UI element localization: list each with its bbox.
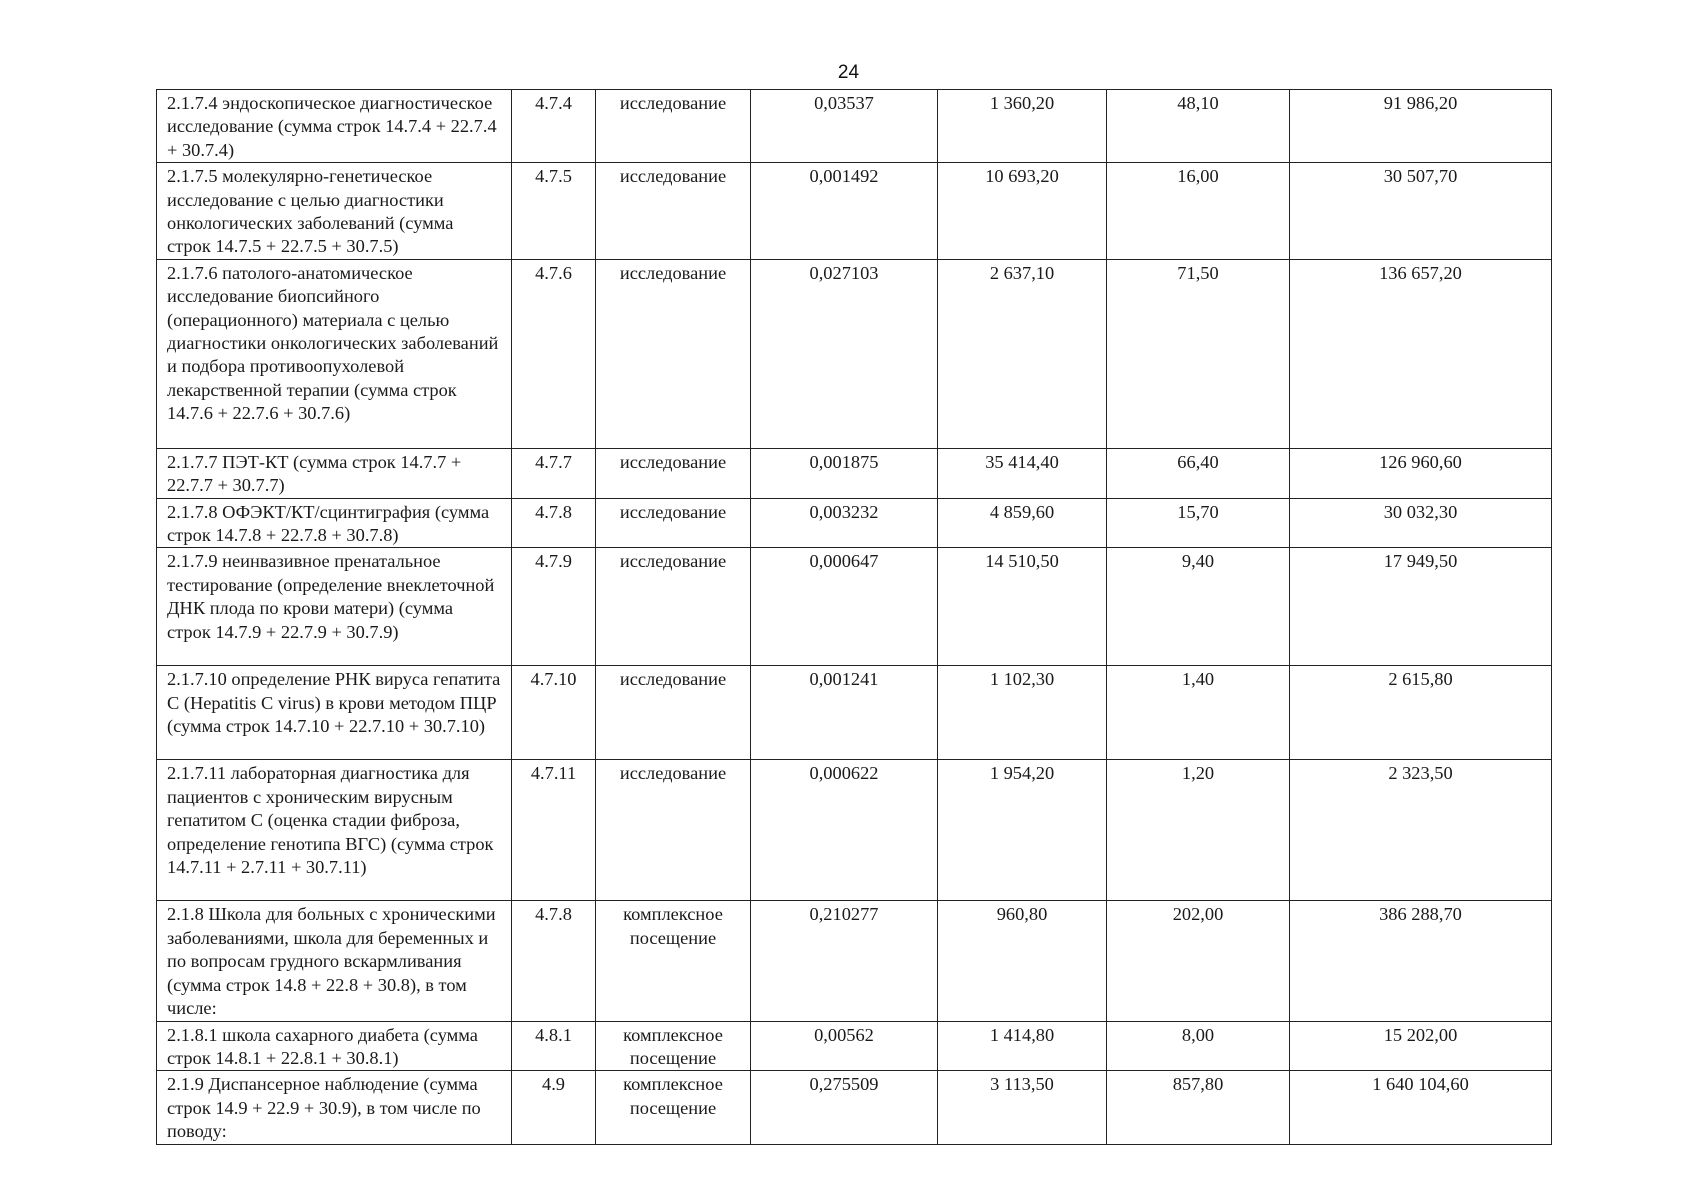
row-per-capita-cell: 8,00 — [1107, 1021, 1290, 1071]
row-total-cell: 30 507,70 — [1290, 163, 1552, 260]
row-norm-cell: 0,03537 — [751, 90, 938, 163]
row-cost-cell: 14 510,50 — [938, 548, 1107, 666]
row-total-cell: 386 288,70 — [1290, 901, 1552, 1021]
row-code-cell: 4.7.7 — [512, 448, 596, 498]
row-name-cell: 2.1.9 Диспансерное наблюдение (сумма строк 14.9 + 22.9 + 30.9), в том числе по поводу: — [157, 1071, 512, 1144]
row-norm-cell: 0,001241 — [751, 666, 938, 760]
table-row — [157, 448, 1552, 498]
row-code-cell: 4.7.11 — [512, 760, 596, 901]
table-row — [157, 1021, 1552, 1071]
row-total-cell: 126 960,60 — [1290, 448, 1552, 498]
row-unit-cell: комплексное посещение — [596, 901, 751, 1021]
row-name-cell: 2.1.7.5 молекулярно-генетическое исследование с целью диагностики онкологических заболеваний (сумма строк 14.7.5 + 22.7.5 + 30.7.5) — [157, 163, 512, 260]
row-norm-cell: 0,003232 — [751, 498, 938, 548]
row-cost-cell: 35 414,40 — [938, 448, 1107, 498]
row-total-cell: 91 986,20 — [1290, 90, 1552, 163]
row-code-cell: 4.7.8 — [512, 901, 596, 1021]
row-unit-cell: исследование — [596, 448, 751, 498]
table-row — [157, 760, 1552, 901]
row-name-cell: 2.1.7.8 ОФЭКТ/КТ/сцинтиграфия (сумма строк 14.7.8 + 22.7.8 + 30.7.8) — [157, 498, 512, 548]
table-row — [157, 90, 1552, 163]
row-cost-cell: 1 414,80 — [938, 1021, 1107, 1071]
row-cost-cell: 10 693,20 — [938, 163, 1107, 260]
table-row — [157, 1071, 1552, 1144]
row-per-capita-cell: 1,20 — [1107, 760, 1290, 901]
row-name-cell: 2.1.7.9 неинвазивное пренатальное тестирование (определение внеклеточной ДНК плода по крови матери) (сумма строк 14.7.9 + 22.7.9 + 30.7.9) — [157, 548, 512, 666]
row-cost-cell: 960,80 — [938, 901, 1107, 1021]
row-cost-cell: 1 360,20 — [938, 90, 1107, 163]
row-norm-cell: 0,00562 — [751, 1021, 938, 1071]
row-total-cell: 30 032,30 — [1290, 498, 1552, 548]
row-per-capita-cell: 1,40 — [1107, 666, 1290, 760]
row-unit-cell: исследование — [596, 666, 751, 760]
row-per-capita-cell: 66,40 — [1107, 448, 1290, 498]
row-name-cell: 2.1.8 Школа для больных с хроническими заболеваниями, школа для беременных и по вопросам грудного вскармливания (сумма строк 14.8 + 22.8 + 30.8), в том числе: — [157, 901, 512, 1021]
row-cost-cell: 3 113,50 — [938, 1071, 1107, 1144]
row-name-cell: 2.1.7.7 ПЭТ-КТ (сумма строк 14.7.7 + 22.7.7 + 30.7.7) — [157, 448, 512, 498]
row-total-cell: 2 323,50 — [1290, 760, 1552, 901]
row-per-capita-cell: 16,00 — [1107, 163, 1290, 260]
row-unit-cell: комплексное посещение — [596, 1021, 751, 1071]
row-name-cell: 2.1.7.4 эндоскопическое диагностическое исследование (сумма строк 14.7.4 + 22.7.4 + 30.7.4) — [157, 90, 512, 163]
table-row — [157, 259, 1552, 448]
row-total-cell: 2 615,80 — [1290, 666, 1552, 760]
row-per-capita-cell: 71,50 — [1107, 259, 1290, 448]
row-norm-cell: 0,001875 — [751, 448, 938, 498]
row-norm-cell: 0,027103 — [751, 259, 938, 448]
row-unit-cell: исследование — [596, 760, 751, 901]
row-total-cell: 17 949,50 — [1290, 548, 1552, 666]
row-per-capita-cell: 48,10 — [1107, 90, 1290, 163]
row-code-cell: 4.8.1 — [512, 1021, 596, 1071]
row-norm-cell: 0,210277 — [751, 901, 938, 1021]
row-unit-cell: исследование — [596, 498, 751, 548]
table-row — [157, 498, 1552, 548]
row-name-cell: 2.1.8.1 школа сахарного диабета (сумма строк 14.8.1 + 22.8.1 + 30.8.1) — [157, 1021, 512, 1071]
row-norm-cell: 0,001492 — [751, 163, 938, 260]
row-code-cell: 4.7.4 — [512, 90, 596, 163]
row-code-cell: 4.9 — [512, 1071, 596, 1144]
row-code-cell: 4.7.10 — [512, 666, 596, 760]
table-row — [157, 666, 1552, 760]
row-per-capita-cell: 9,40 — [1107, 548, 1290, 666]
row-per-capita-cell: 857,80 — [1107, 1071, 1290, 1144]
row-code-cell: 4.7.9 — [512, 548, 596, 666]
table-row — [157, 901, 1552, 1021]
row-norm-cell: 0,275509 — [751, 1071, 938, 1144]
row-cost-cell: 1 954,20 — [938, 760, 1107, 901]
row-unit-cell: комплексное посещение — [596, 1071, 751, 1144]
row-norm-cell: 0,000622 — [751, 760, 938, 901]
row-cost-cell: 2 637,10 — [938, 259, 1107, 448]
row-total-cell: 1 640 104,60 — [1290, 1071, 1552, 1144]
row-total-cell: 15 202,00 — [1290, 1021, 1552, 1071]
row-unit-cell: исследование — [596, 163, 751, 260]
row-code-cell: 4.7.6 — [512, 259, 596, 448]
row-code-cell: 4.7.8 — [512, 498, 596, 548]
row-unit-cell: исследование — [596, 548, 751, 666]
row-code-cell: 4.7.5 — [512, 163, 596, 260]
row-per-capita-cell: 202,00 — [1107, 901, 1290, 1021]
data-table — [156, 89, 1552, 1145]
row-norm-cell: 0,000647 — [751, 548, 938, 666]
row-name-cell: 2.1.7.6 патолого-анатомическое исследование биопсийного (операционного) материала с целью диагностики онкологических заболеваний и подбора противоопухолевой лекарственной терапии (сумма строк 14.7.6 + 22.7.6 + 30.7.6) — [157, 259, 512, 448]
row-cost-cell: 1 102,30 — [938, 666, 1107, 760]
row-unit-cell: исследование — [596, 90, 751, 163]
row-name-cell: 2.1.7.11 лабораторная диагностика для пациентов с хроническим вирусным гепатитом С (оценка стадии фиброза, определение генотипа ВГС) (сумма строк 14.7.11 + 2.7.11 + 30.7.11) — [157, 760, 512, 901]
row-cost-cell: 4 859,60 — [938, 498, 1107, 548]
page-number: 24 — [837, 62, 860, 83]
table-row — [157, 548, 1552, 666]
row-total-cell: 136 657,20 — [1290, 259, 1552, 448]
table-row — [157, 163, 1552, 260]
row-unit-cell: исследование — [596, 259, 751, 448]
row-per-capita-cell: 15,70 — [1107, 498, 1290, 548]
row-name-cell: 2.1.7.10 определение РНК вируса гепатита С (Hepatitis C virus) в крови методом ПЦР (сумма строк 14.7.10 + 22.7.10 + 30.7.10) — [157, 666, 512, 760]
